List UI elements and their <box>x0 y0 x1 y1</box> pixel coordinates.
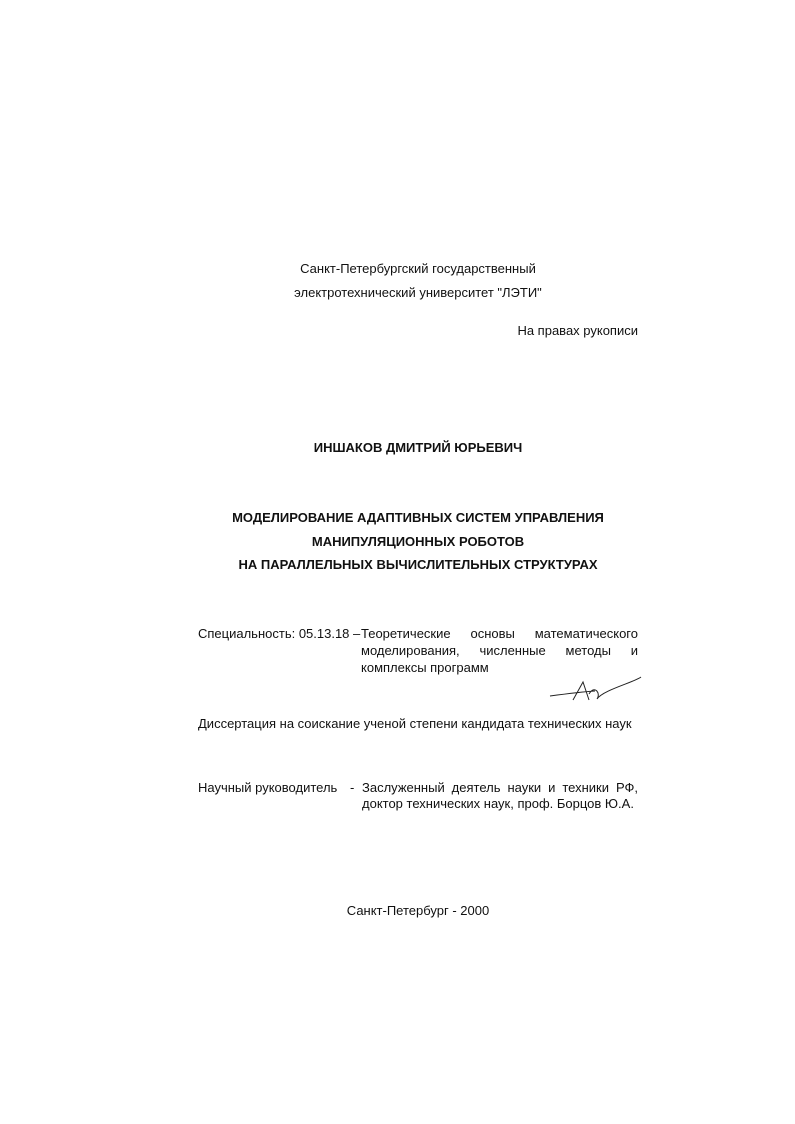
title-line-2: МАНИПУЛЯЦИОННЫХ РОБОТОВ <box>311 534 525 549</box>
city-year: Санкт-Петербург - 2000 <box>346 903 490 918</box>
supervisor-dash: - <box>350 780 355 795</box>
specialty-label: Специальность: 05.13.18 – <box>198 626 361 641</box>
signature-icon <box>545 672 645 707</box>
supervisor-line-1: Заслуженный деятель науки и техники РФ, <box>362 780 638 795</box>
specialty-line-1: Теоретические основы математического <box>361 626 638 641</box>
title-line-3: НА ПАРАЛЛЕЛЬНЫХ ВЫЧИСЛИТЕЛЬНЫХ СТРУКТУРАХ <box>238 557 598 572</box>
manuscript-note: На правах рукописи <box>517 323 638 338</box>
university-line-1: Санкт-Петербургский государственный <box>300 261 536 276</box>
title-line-1: МОДЕЛИРОВАНИЕ АДАПТИВНЫХ СИСТЕМ УПРАВЛЕНИЯ <box>232 510 604 525</box>
author-name: ИНШАКОВ ДМИТРИЙ ЮРЬЕВИЧ <box>313 440 523 455</box>
dissertation-line: Диссертация на соискание ученой степени кандидата технических наук <box>198 716 632 731</box>
specialty-line-3: комплексы программ <box>361 660 489 675</box>
supervisor-line-2: доктор технических наук, проф. Борцов Ю.А. <box>362 796 634 811</box>
specialty-line-2: моделирования, численные методы и <box>361 643 638 658</box>
supervisor-label: Научный руководитель <box>198 780 338 795</box>
university-line-2: электротехнический университет "ЛЭТИ" <box>294 285 542 300</box>
